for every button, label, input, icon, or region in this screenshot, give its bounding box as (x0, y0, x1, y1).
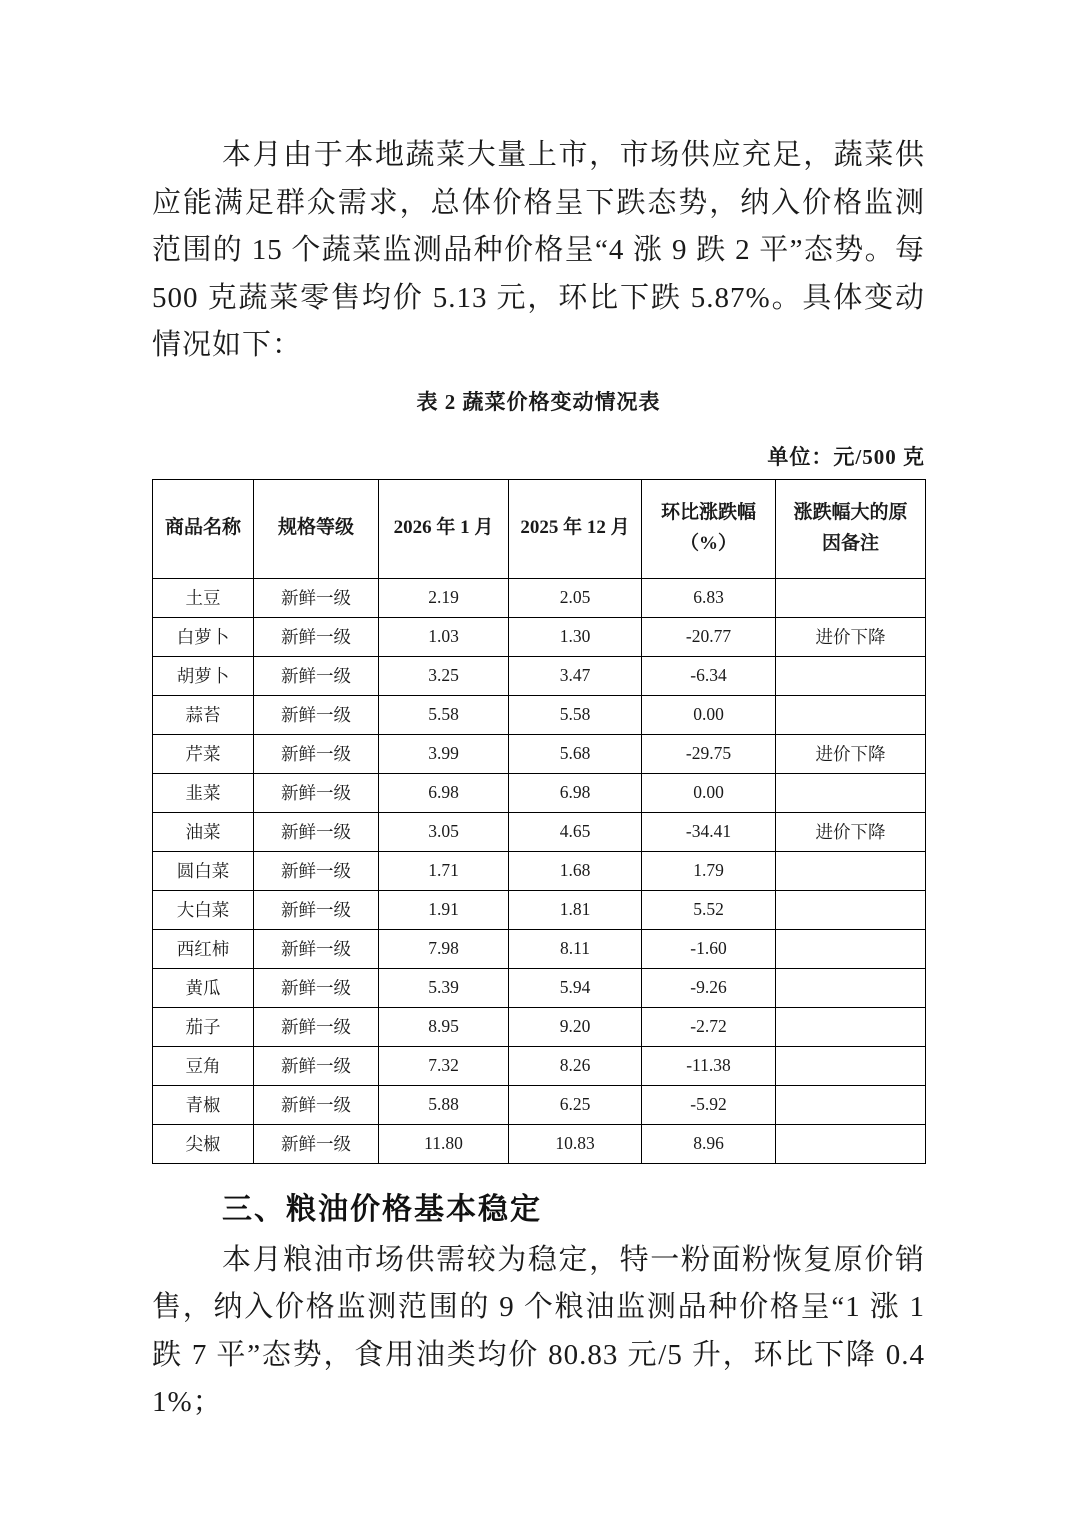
table-row (153, 578, 926, 617)
table-cell: 1.68 (509, 851, 642, 890)
table-cell (776, 578, 926, 617)
table-row (153, 695, 926, 734)
table-cell: 新鲜一级 (254, 695, 379, 734)
table-cell (776, 851, 926, 890)
table-cell: 5.88 (379, 1085, 509, 1124)
table-cell: 1.79 (642, 851, 776, 890)
table-cell: 3.05 (379, 812, 509, 851)
table-cell: 豆角 (153, 1046, 254, 1085)
table-cell: 芹菜 (153, 734, 254, 773)
table-cell: 圆白菜 (153, 851, 254, 890)
table-cell: 6.83 (642, 578, 776, 617)
table-cell: -1.60 (642, 929, 776, 968)
table-cell: 3.99 (379, 734, 509, 773)
table-cell: 蒜苔 (153, 695, 254, 734)
table-row (153, 812, 926, 851)
table-cell: 新鲜一级 (254, 617, 379, 656)
table-cell (776, 656, 926, 695)
table-cell: 新鲜一级 (254, 890, 379, 929)
table-cell: 白萝卜 (153, 617, 254, 656)
table-row (153, 1007, 926, 1046)
table-cell: 0.00 (642, 773, 776, 812)
table-cell: 6.98 (379, 773, 509, 812)
table-cell: 胡萝卜 (153, 656, 254, 695)
table-cell: 茄子 (153, 1007, 254, 1046)
table-cell (776, 929, 926, 968)
table-body (153, 578, 926, 1163)
table-cell: 新鲜一级 (254, 1007, 379, 1046)
table-cell: -2.72 (642, 1007, 776, 1046)
section-heading-grain-oil: 三、粮油价格基本稳定 (222, 1192, 542, 1226)
table-cell (776, 695, 926, 734)
table-cell: -29.75 (642, 734, 776, 773)
table-cell: 新鲜一级 (254, 851, 379, 890)
table-row (153, 929, 926, 968)
table-cell: 土豆 (153, 578, 254, 617)
table-cell: 尖椒 (153, 1124, 254, 1163)
table-cell: 1.81 (509, 890, 642, 929)
table-row (153, 1046, 926, 1085)
table-cell: 1.03 (379, 617, 509, 656)
table-cell: 5.39 (379, 968, 509, 1007)
table-cell: 新鲜一级 (254, 656, 379, 695)
table-cell: 8.96 (642, 1124, 776, 1163)
table-cell: 2.19 (379, 578, 509, 617)
table-cell: 新鲜一级 (254, 812, 379, 851)
table-cell: -34.41 (642, 812, 776, 851)
table-cell (776, 968, 926, 1007)
table-row (153, 734, 926, 773)
table-row (153, 1085, 926, 1124)
table-cell: -11.38 (642, 1046, 776, 1085)
table-cell: -6.34 (642, 656, 776, 695)
table-cell: 新鲜一级 (254, 1046, 379, 1085)
table-cell: 新鲜一级 (254, 773, 379, 812)
vegetable-price-table (152, 479, 926, 1164)
table-cell (776, 1085, 926, 1124)
table-cell: 青椒 (153, 1085, 254, 1124)
table-cell: 9.20 (509, 1007, 642, 1046)
table-row (153, 773, 926, 812)
table-cell: 大白菜 (153, 890, 254, 929)
table-cell: 5.58 (509, 695, 642, 734)
table-cell: 8.26 (509, 1046, 642, 1085)
table-cell: 10.83 (509, 1124, 642, 1163)
table-cell: 0.00 (642, 695, 776, 734)
table-row (153, 851, 926, 890)
table-cell: 进价下降 (776, 734, 926, 773)
table-cell: -9.26 (642, 968, 776, 1007)
table-cell: 进价下降 (776, 617, 926, 656)
column-header: 规格等级 (254, 479, 379, 578)
table-row (153, 656, 926, 695)
table-cell: 进价下降 (776, 812, 926, 851)
table-cell: 新鲜一级 (254, 929, 379, 968)
table-row (153, 890, 926, 929)
table-cell: 1.71 (379, 851, 509, 890)
grain-oil-paragraph: 本月粮油市场供需较为稳定，特一粉面粉恢复原价销售，纳入价格监测范围的 9 个粮油监测品种价格呈“1 涨 1 跌 7 平”态势，食用油类均价 80.83 元/5 升，环比下降 0.41%； (152, 1243, 925, 1418)
table-cell: 韭菜 (153, 773, 254, 812)
table-cell (776, 1007, 926, 1046)
table-cell: 新鲜一级 (254, 1124, 379, 1163)
table-row (153, 617, 926, 656)
table-cell: 3.47 (509, 656, 642, 695)
table-cell: 8.95 (379, 1007, 509, 1046)
table-cell: 5.68 (509, 734, 642, 773)
column-header: 2026 年 1 月 (379, 479, 509, 578)
column-header: 商品名称 (153, 479, 254, 578)
table-cell: 7.32 (379, 1046, 509, 1085)
table-cell: 1.91 (379, 890, 509, 929)
table-cell: 新鲜一级 (254, 968, 379, 1007)
table-cell: 5.94 (509, 968, 642, 1007)
column-header: 2025 年 12 月 (509, 479, 642, 578)
vegetable-summary-paragraph: 本月由于本地蔬菜大量上市，市场供应充足，蔬菜供应能满足群众需求，总体价格呈下跌态势，纳入价格监测范围的 15 个蔬菜监测品种价格呈“4 涨 9 跌 2 平”态势。每 500 克蔬菜零售均价 5.13 元，环比下跌 5.87%。具体变动情况如下： (152, 139, 925, 361)
table-cell: 新鲜一级 (254, 734, 379, 773)
table-title: 表 2 蔬菜价格变动情况表 (416, 389, 661, 414)
table-cell: 2.05 (509, 578, 642, 617)
table-cell: 1.30 (509, 617, 642, 656)
table-cell: 5.52 (642, 890, 776, 929)
table-cell: 新鲜一级 (254, 1085, 379, 1124)
table-cell (776, 890, 926, 929)
table-cell: 黄瓜 (153, 968, 254, 1007)
table-header-row (153, 479, 926, 578)
table-cell: 油菜 (153, 812, 254, 851)
table-cell: 新鲜一级 (254, 578, 379, 617)
table-cell: -20.77 (642, 617, 776, 656)
table-cell (776, 1124, 926, 1163)
table-row (153, 1124, 926, 1163)
table-cell: 7.98 (379, 929, 509, 968)
table-cell (776, 1046, 926, 1085)
unit-label: 单位：元/500 克 (767, 444, 925, 469)
table-cell: 西红柿 (153, 929, 254, 968)
table-cell: 5.58 (379, 695, 509, 734)
table-cell: 8.11 (509, 929, 642, 968)
table-cell: -5.92 (642, 1085, 776, 1124)
column-header: 涨跌幅大的原因备注 (776, 479, 926, 578)
table-cell: 3.25 (379, 656, 509, 695)
column-header: 环比涨跌幅（%） (642, 479, 776, 578)
table-cell: 6.25 (509, 1085, 642, 1124)
table-row (153, 968, 926, 1007)
table-cell: 4.65 (509, 812, 642, 851)
table-cell: 6.98 (509, 773, 642, 812)
table-cell: 11.80 (379, 1124, 509, 1163)
table-cell (776, 773, 926, 812)
